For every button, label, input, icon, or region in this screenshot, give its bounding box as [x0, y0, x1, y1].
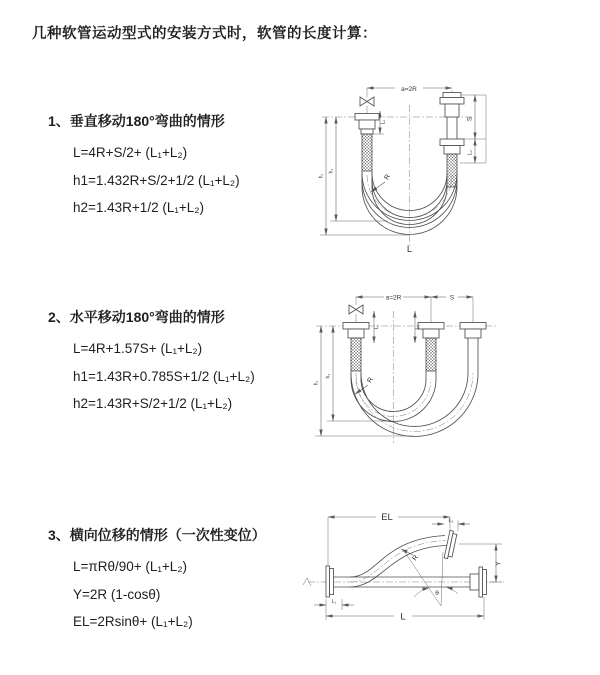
formula-line: Y=2R (1-cosθ) — [73, 586, 161, 602]
radius-label: R — [383, 173, 392, 182]
formula-line: L=πRθ/90+ (L₁+L₂) — [73, 559, 188, 574]
diagram-horizontal-180-bend — [308, 281, 600, 463]
dim-label-h2: h₂ — [328, 168, 335, 174]
displaced-flange — [444, 530, 457, 559]
dim-label-el: EL — [381, 512, 393, 524]
hose-body — [351, 338, 478, 437]
dimension-lines — [315, 297, 473, 436]
diagram-lateral-displacement — [298, 504, 595, 646]
dim-label-y: Y — [495, 561, 503, 566]
radius-label: R — [411, 554, 421, 563]
formula-line: h2=1.43R+1/2 (L₁+L₂) — [73, 200, 205, 215]
dimension-lines — [314, 517, 502, 620]
radius-label: R — [366, 376, 375, 385]
valve-icon — [349, 305, 363, 314]
valve-icon — [360, 97, 374, 106]
dim-label-width: a=2R — [385, 294, 402, 302]
formula-line: L=4R+1.57S+ (L₁+L₂) — [73, 341, 203, 356]
dim-label-l2: L₂ — [467, 150, 474, 155]
diagram-labels — [332, 512, 503, 622]
dimension-lines — [320, 85, 486, 235]
dim-label-l1: L₁ — [331, 599, 337, 605]
length-label: L — [400, 611, 406, 623]
section-2-heading: 2、水平移动180°弯曲的情形 — [48, 309, 225, 325]
dim-label-l1: L₁ — [374, 324, 380, 330]
dim-label-width: a=2R — [401, 85, 417, 93]
formula-line: EL=2Rsinθ+ (L₁+L₂) — [73, 614, 193, 629]
dim-label-h1: h₁ — [318, 173, 325, 179]
section-3-formulas — [73, 553, 318, 636]
length-label: L — [406, 244, 413, 255]
section-2 — [48, 307, 318, 418]
formula-line: h1=1.43R+0.785S+1/2 (L₁+L₂) — [73, 368, 255, 384]
dim-label-l2: L₂ — [415, 324, 421, 330]
page-title: 几种软管运动型式的安装方式时，软管的长度计算： — [32, 26, 377, 42]
section-2-formulas — [73, 335, 318, 418]
section-1-formulas — [73, 139, 318, 222]
dim-label-s: S — [466, 116, 474, 122]
dim-label-l2: L₂ — [448, 518, 454, 524]
dim-label-h1: h₁ — [313, 380, 320, 386]
angle-label: θ — [435, 590, 439, 597]
section-3-heading: 3、横向位移的情形（一次性变位） — [48, 527, 266, 543]
dim-label-h2: h₂ — [325, 373, 332, 379]
section-3 — [48, 525, 318, 636]
section-1 — [48, 111, 318, 222]
dim-label-l1: L₁ — [380, 119, 387, 125]
diagram-vertical-180-bend — [310, 75, 582, 260]
formula-line: h2=1.43R+S/2+1/2 (L₁+L₂) — [73, 396, 233, 411]
formula-line: L=4R+S/2+ (L₁+L₂) — [73, 145, 188, 160]
section-1-heading: 1、垂直移动180°弯曲的情形 — [48, 113, 225, 129]
formula-line: h1=1.432R+S/2+1/2 (L₁+L₂) — [73, 172, 240, 188]
dim-label-s: S — [449, 294, 455, 302]
